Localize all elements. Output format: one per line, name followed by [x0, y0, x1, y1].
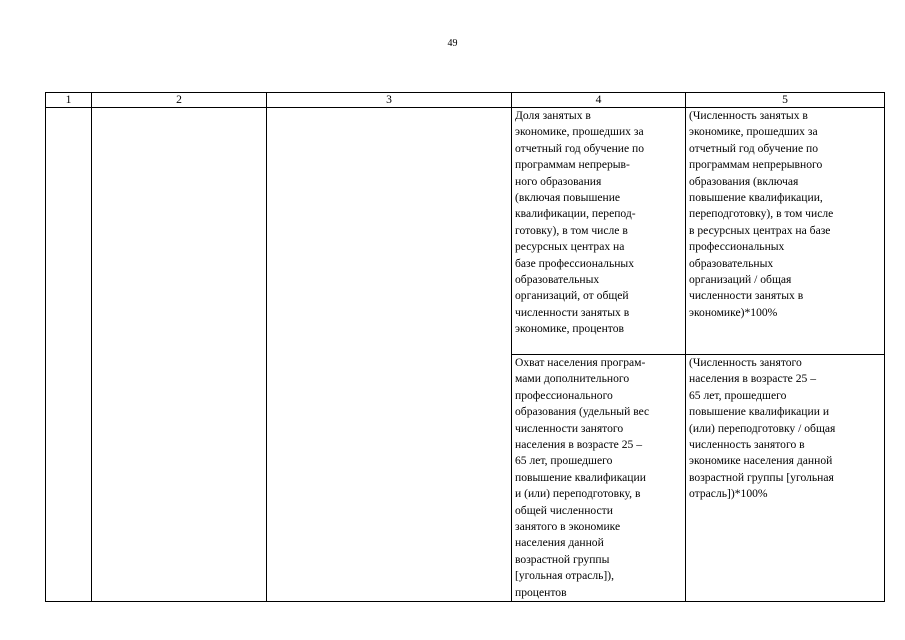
cell-indicator-formula [686, 108, 885, 355]
header-cell-4: 4 [512, 93, 686, 108]
indicator-name-text: Доля занятых в экономике, прошедших за отчетный год обучение по программам непрерыв- ного образования (включая повышение квалификации, перепод- готовку), в том числе в ресурсных центрах на базе профессиональных образовательных организаций, от общей численности занятых в экономике, процентов [515, 109, 645, 336]
cell-col2-merged [92, 108, 267, 602]
indicator-table [45, 92, 885, 602]
header-cell-2: 2 [92, 93, 267, 108]
page-number: 49 [447, 38, 458, 49]
cell-indicator-name [512, 108, 686, 355]
header-cell-5: 5 [686, 93, 885, 108]
header-cell-3: 3 [267, 93, 512, 108]
table-row [46, 108, 885, 355]
cell-indicator-formula [686, 355, 885, 602]
table-header-row [46, 93, 885, 108]
header-cell-1: 1 [46, 93, 92, 108]
cell-col1-merged [46, 108, 92, 602]
cell-indicator-name [512, 355, 686, 602]
indicator-name-text: Охват населения програм- мами дополнительного профессионального образования (удельный вес численности занятого населения в возрасте 25 – 65 лет, прошедшего повышение квалификации и (или) переподготовку, в общей численности занятого в экономике населения данной возрастной группы [угольная отрасль]), процентов [515, 356, 650, 599]
indicator-formula-text: (Численность занятых в экономике, прошедших за отчетный год обучение по программам непрерывного образования (включая повышение квалификации, переподготовку), в том числе в ресурсных центрах на базе профессиональных образовательных организаций / общая численности занятых в экономике)*100% [689, 109, 834, 319]
indicator-formula-text: (Численность занятого населения в возрасте 25 – 65 лет, прошедшего повышение квалификации и (или) переподготовку / общая численность занятого в экономике населения данной возрастной группы [угольная отрасль])*100% [689, 356, 836, 501]
cell-col3-merged [267, 108, 512, 602]
